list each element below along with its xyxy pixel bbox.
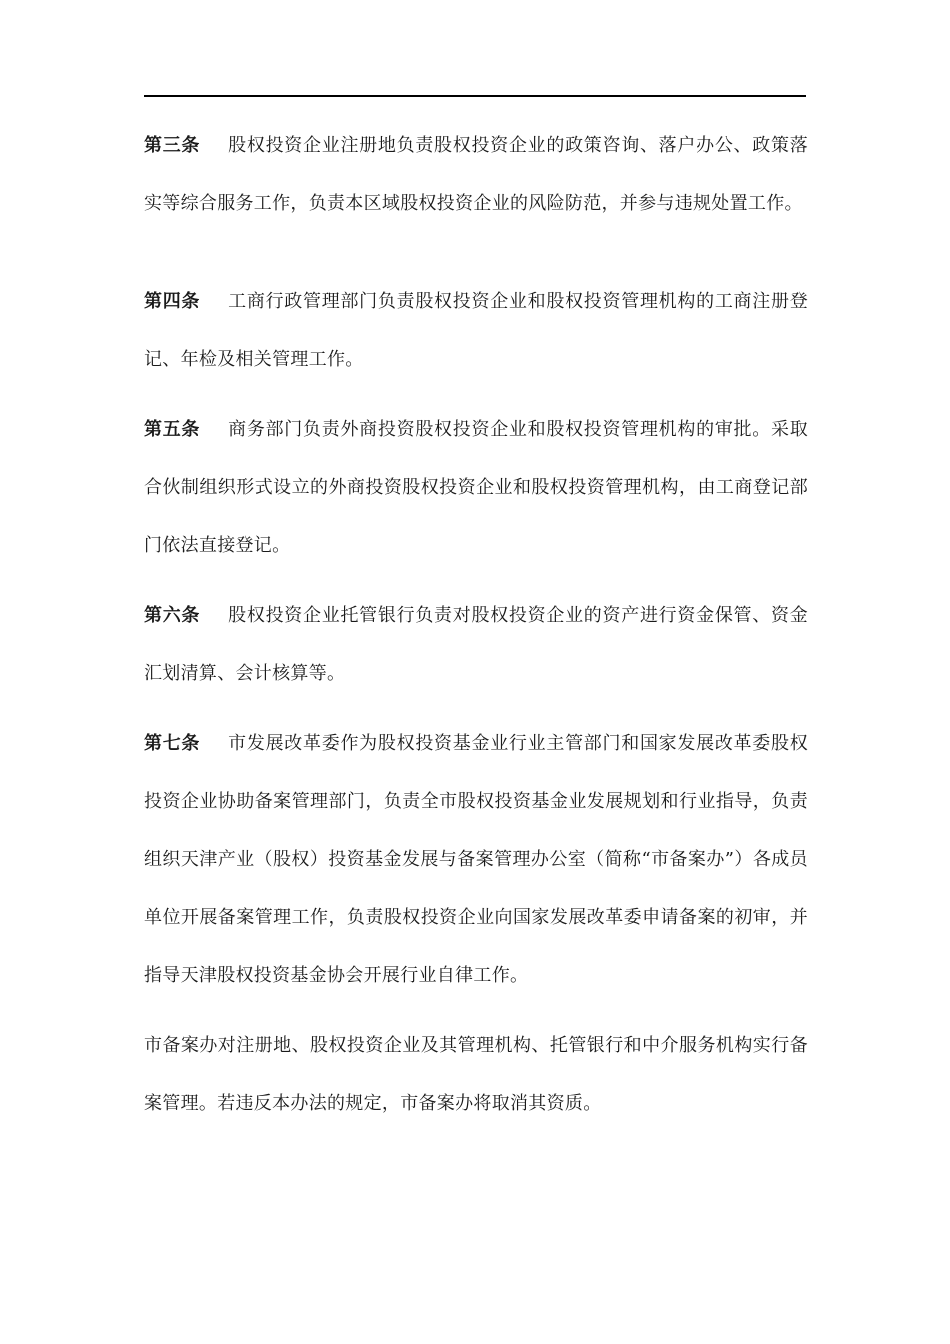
article-text: 市发展改革委作为股权投资基金业行业主管部门和国家发展改革委股权投资企业协助备案管理部门，负责全市股权投资基金业发展规划和行业指导，负责组织天津产业（股权）投资基金发展与备案管理办公室（简称“市备案办”）各成员单位开展备案管理工作，负责股权投资企业向国家发展改革委申请备案的初审，并指导天津股权投资基金协会开展行业自律工作。: [144, 733, 808, 986]
article-text: 商务部门负责外商投资股权投资企业和股权投资管理机构的审批。采取合伙制组织形式设立的外商投资股权投资企业和股权投资管理机构，由工商登记部门依法直接登记。: [144, 419, 808, 556]
closing-paragraph: 市备案办对注册地、股权投资企业及其管理机构、托管银行和中介服务机构实行备案管理。若违反本办法的规定，市备案办将取消其资质。: [144, 1035, 808, 1114]
header-rule: [144, 95, 806, 97]
article-7: [144, 715, 808, 1005]
article-3: [144, 117, 808, 233]
document-body: [144, 117, 808, 1133]
article-text: 工商行政管理部门负责股权投资企业和股权投资管理机构的工商注册登记、年检及相关管理工作。: [144, 291, 808, 370]
article-number: 第七条: [144, 733, 201, 754]
article-number: 第六条: [144, 605, 201, 626]
article-text: 股权投资企业注册地负责股权投资企业的政策咨询、落户办公、政策落实等综合服务工作，负责本区域股权投资企业的风险防范，并参与违规处置工作。: [144, 135, 808, 214]
article-6: [144, 587, 808, 703]
article-text: 股权投资企业托管银行负责对股权投资企业的资产进行资金保管、资金汇划清算、会计核算等。: [144, 605, 808, 684]
article-number: 第三条: [144, 135, 201, 156]
article-5: [144, 401, 808, 575]
article-4: [144, 273, 808, 389]
article-number: 第四条: [144, 291, 201, 312]
article-number: 第五条: [144, 419, 201, 440]
